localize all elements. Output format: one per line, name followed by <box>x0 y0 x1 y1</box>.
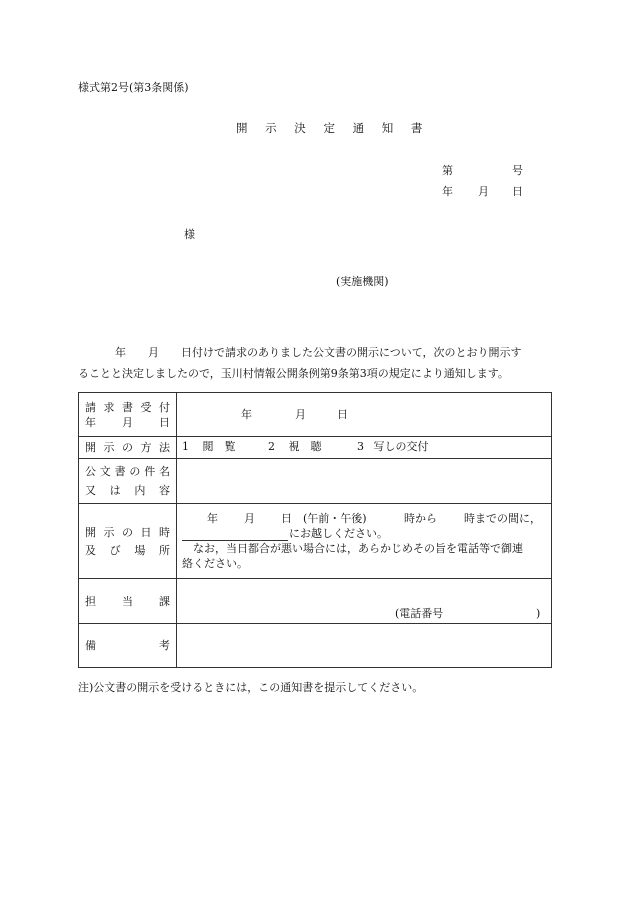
label-char: 開 <box>85 441 96 454</box>
row-request-date <box>79 393 552 437</box>
label-char: 年 <box>85 415 96 429</box>
phone-close: ) <box>536 607 541 620</box>
body-line2: ることと決定しましたので，玉川村情報公開条例第9条第3項の規定により通知します。 <box>78 367 509 380</box>
label-char: 付 <box>159 400 170 414</box>
number-dai: 第 <box>442 164 453 177</box>
label-char: 日 <box>140 525 152 539</box>
footer-note: 注)公文書の開示を受けるときには，この通知書を提示してください。 <box>78 681 424 694</box>
label-char: 示 <box>103 441 115 454</box>
row-department <box>79 579 552 624</box>
label-char: 備 <box>85 639 96 652</box>
label-char: 書 <box>114 465 126 478</box>
place-line <box>182 527 388 541</box>
label-char: 内 <box>134 484 146 497</box>
label-char: の <box>122 525 133 539</box>
label-char: 当 <box>122 594 133 608</box>
label-char: 方 <box>140 441 152 454</box>
label-char: 月 <box>122 415 133 429</box>
label-char: の <box>122 441 133 454</box>
date-day: 日 <box>512 185 523 198</box>
label-char: 求 <box>103 400 115 414</box>
label-datetime-place <box>79 504 177 579</box>
document-title: 開 示 決 定 通 知 書 <box>236 121 430 135</box>
label-char: 書 <box>122 400 133 414</box>
label-char: 場 <box>134 543 146 557</box>
phone-label: (電話番号 <box>395 607 444 620</box>
label-char: 公 <box>85 465 96 478</box>
label-char: 件 <box>144 465 156 478</box>
note-line2: 絡ください。 <box>182 557 248 570</box>
label-char: 開 <box>85 525 96 539</box>
label-char: 請 <box>85 400 96 414</box>
dt-ampm: (午前・午後) <box>303 512 367 525</box>
label-remarks <box>79 624 177 668</box>
value-document[interactable] <box>177 459 552 504</box>
request-day: 日 <box>337 408 348 421</box>
dt-day: 日 <box>281 512 292 525</box>
body-line1-text: 日付けで請求のありました公文書の開示について，次のとおり開示す <box>181 346 522 359</box>
label-department <box>79 579 177 624</box>
place-blank[interactable] <box>182 528 288 541</box>
row-datetime-place <box>79 504 552 579</box>
addressee-suffix: 様 <box>184 228 195 241</box>
label-char: は <box>109 484 121 497</box>
place-suffix: にお越しください。 <box>289 527 388 540</box>
row-method <box>79 437 552 459</box>
note-line1: なお，当日都合が悪い場合には，あらかじめその旨を電話等で御連 <box>193 542 523 555</box>
label-char: 文 <box>99 465 111 478</box>
body-month: 月 <box>148 346 159 359</box>
label-char: 担 <box>85 594 96 608</box>
method-option-listen[interactable]: 2 視 聴 <box>268 440 322 453</box>
label-char: 示 <box>103 525 115 539</box>
value-department[interactable] <box>177 579 552 624</box>
label-char: び <box>109 543 121 557</box>
number-go: 号 <box>512 164 523 177</box>
value-method[interactable] <box>177 437 552 459</box>
value-remarks[interactable] <box>177 624 552 668</box>
method-option-copy[interactable]: 3 写しの交付 <box>357 440 429 453</box>
label-char: 又 <box>85 484 96 497</box>
label-char: の <box>129 465 141 478</box>
form-number: 様式第2号(第3条関係) <box>78 81 189 94</box>
label-document <box>79 459 177 504</box>
label-char: 所 <box>158 543 170 557</box>
value-datetime-place[interactable] <box>177 504 552 579</box>
disclosure-form-table <box>78 392 552 668</box>
dt-month: 月 <box>244 512 255 525</box>
date-month: 月 <box>478 185 489 198</box>
date-year: 年 <box>442 185 453 198</box>
label-char: 名 <box>158 465 170 478</box>
label-request-date <box>79 393 177 437</box>
dt-until: 時までの間に， <box>464 512 541 525</box>
row-document <box>79 459 552 504</box>
label-char: 時 <box>159 525 170 539</box>
dt-from: 時から <box>404 512 437 525</box>
label-method <box>79 437 177 459</box>
method-option-view[interactable]: 1 閲 覧 <box>182 440 236 453</box>
request-year: 年 <box>241 408 252 421</box>
issuer: (実施機関) <box>336 275 389 288</box>
label-char: 受 <box>140 400 152 414</box>
label-char: 容 <box>158 484 170 497</box>
body-year: 年 <box>115 346 126 359</box>
request-month: 月 <box>295 408 306 421</box>
label-char: 及 <box>85 543 96 557</box>
label-char: 法 <box>159 441 170 454</box>
label-char: 考 <box>159 639 170 652</box>
value-request-date[interactable] <box>177 393 552 437</box>
label-char: 課 <box>159 594 170 608</box>
row-remarks <box>79 624 552 668</box>
dt-year: 年 <box>207 512 218 525</box>
label-char: 日 <box>159 415 170 429</box>
